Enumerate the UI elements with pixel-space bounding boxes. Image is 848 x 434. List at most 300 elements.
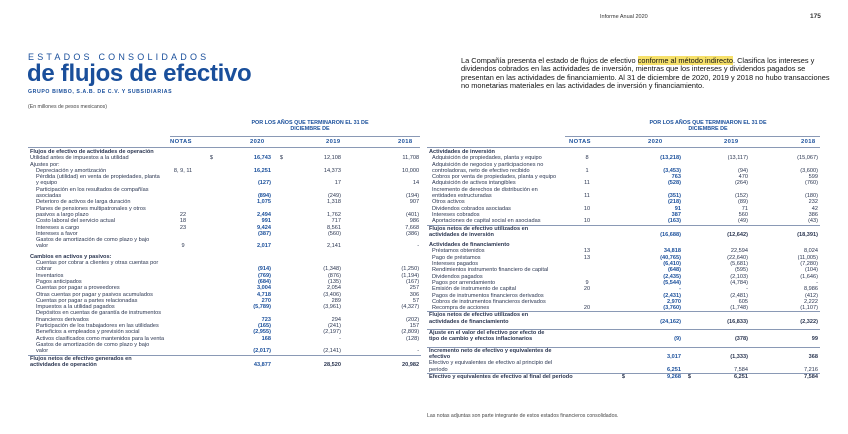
value-2020: 16,251	[253, 167, 271, 174]
value-2019: 71	[741, 205, 748, 212]
footnote: Las notas adjuntas son parte integrante de estos estados financieros consolidados.	[427, 413, 619, 419]
value-2020: (6,410)	[663, 261, 681, 268]
left-year-2018: 2018	[398, 139, 413, 145]
row-label: Incremento de derechos de distribución en entidades estructuradas	[432, 186, 538, 200]
currency-2020	[617, 347, 627, 360]
value-2020: (13,218)	[660, 155, 681, 162]
value-2020: 16,743	[253, 155, 271, 162]
value-2018: 986	[409, 218, 420, 225]
row-label: Depósitos en cuentas de garantía de instrumentos financieros derivados	[36, 310, 162, 323]
row-note	[163, 310, 203, 323]
value-2019: 2,141	[327, 243, 341, 250]
value-2020: (648)	[667, 267, 681, 274]
row-label: Cobros por venta de propiedades, planta y equipo	[432, 174, 557, 181]
row-label: Pagos de instrumentos financieros derivados	[432, 292, 544, 299]
table-row	[427, 305, 820, 312]
value-2020: 9,268	[627, 373, 683, 380]
total-row	[427, 312, 820, 325]
currency-2020: $	[617, 373, 627, 380]
section-kicker: ESTADOS CONSOLIDADOS	[28, 52, 210, 62]
table-row	[28, 342, 421, 355]
row-label: Efectivo y equivalentes de efectivo al principio del periodo	[429, 360, 553, 373]
row-label: Otros activos	[432, 199, 465, 206]
value-2019: (152)	[734, 193, 748, 200]
value-2018: -	[417, 348, 420, 355]
value-2019: (1,748)	[730, 305, 748, 312]
value-2018: (412)	[804, 292, 819, 299]
row-note	[163, 174, 203, 187]
row-label: Deterioro de activos de larga duración	[36, 199, 131, 206]
value-2020: 91	[674, 205, 681, 212]
value-2019: (249)	[327, 193, 341, 200]
row-note: 20	[583, 305, 591, 312]
value-2019: 2,054	[327, 285, 341, 292]
value-2020: (769)	[257, 272, 271, 279]
right-year-2019: 2019	[724, 139, 739, 145]
row-label: Aportaciones de capital social en asociadas	[432, 218, 541, 225]
table-row	[427, 162, 820, 175]
row-note: 9	[181, 243, 185, 250]
currency-2020	[617, 187, 627, 200]
value-2020: (3,760)	[663, 305, 681, 312]
value-2018: 907	[409, 199, 420, 206]
row-label: Incremento neto de efectivo y equivalentes de efectivo	[427, 347, 557, 360]
row-label: Gastos de amortización de como plazo y bajo valor	[36, 237, 150, 250]
page-title: de flujos de efectivo	[27, 60, 252, 87]
row-label: Utilidad antes de impuestos a la utilidad	[30, 155, 129, 162]
value-2018: 42	[811, 205, 819, 212]
intro-highlight: conforme al método indirecto	[637, 56, 733, 65]
currency-2020	[203, 187, 215, 200]
value-2019: 17	[334, 180, 341, 187]
value-2019: (4,784)	[730, 279, 748, 286]
row-note	[163, 355, 203, 368]
value-2020: (528)	[667, 180, 681, 187]
value-2019: 1,762	[327, 211, 341, 218]
value-2020: (5,789)	[253, 304, 271, 311]
value-2019: (2,141)	[323, 348, 341, 355]
currency-2019	[273, 187, 285, 200]
row-label: Ajuste en el valor del efectivo por efecto de tipo de cambio y efectos inflacionarios	[427, 330, 557, 343]
currency-2019	[683, 360, 693, 373]
currency-2020	[203, 355, 215, 368]
value-2020: 2,017	[257, 243, 271, 250]
company-name: GRUPO BIMBO, S.A.B. DE C.V. Y SUBSIDIARIAS	[28, 89, 173, 95]
value-2020: 991	[261, 218, 271, 225]
value-2020: (218)	[667, 199, 681, 206]
value-2020: (3,453)	[663, 167, 681, 174]
value-2018: 2,222	[804, 298, 819, 305]
value-2018: (386)	[406, 230, 420, 237]
row-label: Emisión de instrumento de capital	[432, 286, 516, 293]
value-2018: 7,668	[405, 224, 420, 231]
row-note: 13	[583, 248, 591, 255]
value-2018: 386	[808, 211, 819, 218]
value-2019: 560	[738, 211, 748, 218]
row-note	[557, 312, 617, 325]
row-label: Participación en los resultados de compañías asociadas	[36, 186, 149, 200]
left-notes-heading: NOTAS	[170, 139, 192, 145]
value-2019: (2,103)	[730, 273, 748, 280]
value-2018: (7,280)	[800, 261, 819, 268]
value-2019: (560)	[327, 230, 341, 237]
value-2018: (128)	[406, 335, 420, 342]
currency-2019	[683, 347, 693, 360]
row-label: Inventarios	[36, 272, 64, 279]
value-2019: (1,333)	[693, 347, 750, 360]
currency-2019	[273, 355, 285, 368]
table-row	[427, 360, 820, 373]
currency-2020	[617, 225, 627, 238]
value-2019: (135)	[327, 278, 341, 285]
row-label: Pérdida (utilidad) en venta de propiedades, planta y equipo	[36, 174, 160, 187]
units-note: (En millones de pesos mexicanos)	[28, 104, 108, 110]
row-label: Pagos por arrendamiento	[432, 279, 496, 286]
value-2018: 232	[808, 199, 819, 206]
row-label: Cuentas por cobrar a clientes y otras cuentas por cobrar	[36, 260, 159, 273]
value-2019: 28,520	[285, 355, 343, 368]
value-2018: (11,005)	[797, 254, 819, 261]
table-row	[28, 187, 421, 200]
currency-2020	[203, 174, 215, 187]
row-label: Participación de los trabajadores en las utilidades	[36, 323, 159, 330]
value-2018: 7,216	[804, 366, 819, 373]
right-year-2018: 2018	[801, 139, 816, 145]
right-header-rule	[427, 147, 820, 148]
currency-2019	[273, 342, 285, 355]
value-2018: 599	[808, 174, 819, 181]
value-2018: (43)	[808, 218, 819, 225]
value-2020: (2,955)	[253, 329, 271, 336]
row-label: Dividendos pagados	[432, 273, 483, 280]
value-2020: (894)	[257, 193, 271, 200]
row-label: Ajustes por:	[30, 161, 60, 168]
value-2019: 22,594	[730, 248, 748, 255]
value-2020: (914)	[257, 266, 271, 273]
row-note	[557, 347, 617, 360]
value-2019: -	[746, 286, 748, 293]
value-2018: (1,250)	[401, 266, 420, 273]
currency-2020	[617, 360, 627, 373]
currency-2019	[273, 174, 285, 187]
value-2018: (194)	[406, 193, 420, 200]
currency-2020	[617, 218, 627, 225]
row-label: Depreciación y amortización	[36, 167, 107, 174]
row-label: Planes de pensiones multipatronales y otros pasivos a largo plazo	[36, 205, 146, 218]
value-2018: -	[417, 243, 420, 250]
currency-2020	[203, 342, 215, 355]
value-2020: 3,017	[627, 347, 683, 360]
table-row	[28, 206, 421, 219]
row-label: Intereses a cargo	[36, 224, 80, 231]
row-label: Recompra de acciones	[432, 305, 490, 312]
value-2019: (2,481)	[730, 292, 748, 299]
value-2020: (16,688)	[627, 225, 683, 238]
right-year-2020: 2020	[648, 139, 663, 145]
currency-2019: $	[683, 373, 693, 380]
left-year-2019: 2019	[326, 139, 341, 145]
row-label: Cobros de instrumentos financieros derivados	[432, 298, 546, 305]
table-row	[427, 347, 820, 360]
value-2018: (180)	[804, 193, 819, 200]
table-row	[28, 237, 421, 250]
table-row	[28, 174, 421, 187]
currency-2019	[683, 305, 693, 312]
row-note	[557, 360, 617, 373]
value-2018: (4,327)	[401, 304, 420, 311]
value-2020: (40,765)	[660, 254, 681, 261]
value-2020: 387	[671, 211, 681, 218]
row-note: 13	[583, 254, 591, 261]
value-2020: 6,251	[667, 366, 681, 373]
table-row	[427, 187, 820, 200]
left-header-rule	[28, 147, 420, 148]
value-2019: (2,197)	[323, 329, 341, 336]
row-label: Cuentas por pagar a partes relacionadas	[36, 297, 138, 304]
value-2020: 3,004	[257, 285, 271, 292]
row-label: Pagos anticipados	[36, 278, 82, 285]
value-2019: (89)	[738, 199, 748, 206]
row-note	[163, 260, 203, 273]
row-note: 8	[585, 155, 589, 162]
row-label: Beneficios a empleados y previsión social	[36, 329, 140, 336]
value-2018: (760)	[804, 180, 819, 187]
value-2020: 270	[261, 297, 271, 304]
value-2019: (264)	[734, 180, 748, 187]
currency-2019	[273, 206, 285, 219]
row-label: Flujos netos de efectivo utilizados en actividades de inversión	[427, 225, 557, 238]
table-row	[427, 218, 820, 225]
total-row	[427, 373, 820, 380]
row-note	[163, 187, 203, 200]
row-note: 10	[583, 205, 591, 212]
value-2018: 306	[409, 291, 420, 298]
value-2018: (1,646)	[800, 273, 819, 280]
row-label: Flujos netos de efectivo generados en actividades de operación	[28, 355, 163, 368]
currency-2020: $	[209, 155, 213, 162]
value-2018: (1,194)	[401, 272, 420, 279]
row-note: 22	[179, 211, 187, 218]
row-label: Intereses a favor	[36, 230, 78, 237]
value-2019: (241)	[327, 323, 341, 330]
left-group-heading: POR LOS AÑOS QUE TERMINARON EL 31 DE DICIEMBRE DE	[251, 120, 369, 133]
value-2019: 294	[331, 316, 341, 323]
row-label: Gastos de amortización de como plazo y bajo valor	[36, 341, 150, 355]
currency-2020	[617, 162, 627, 175]
row-note: 23	[179, 224, 187, 231]
value-2018: 20,982	[343, 355, 421, 368]
value-2019: (5,681)	[730, 261, 748, 268]
value-2019: (1,348)	[323, 266, 341, 273]
value-2020: (684)	[257, 278, 271, 285]
row-label: Efectivo y equivalentes de efectivo al final del periodo	[429, 373, 573, 380]
value-2020: (351)	[667, 193, 681, 200]
row-note: 11	[584, 193, 590, 200]
value-2020: (24,162)	[627, 312, 683, 325]
report-title: Informe Anual 2020	[600, 14, 648, 20]
row-label: Adquisición de activos intangibles	[432, 180, 516, 187]
value-2018: 57	[412, 297, 420, 304]
value-2020: 34,818	[663, 248, 681, 255]
intro-text-start: La Compañía presenta el estado de flujos de efectivo	[461, 56, 638, 65]
table-row	[28, 310, 421, 323]
currency-2020	[617, 305, 627, 312]
value-2018: (167)	[406, 278, 420, 285]
value-2020: 763	[671, 174, 681, 181]
left-cashflow-table	[28, 149, 421, 368]
value-2019: 7,584	[734, 366, 748, 373]
row-label: Préstamos obtenidos	[432, 248, 485, 255]
currency-2019: $	[279, 155, 283, 162]
currency-2020	[203, 260, 215, 273]
row-label: Activos clasificados como mantenidos para la venta	[36, 335, 165, 342]
value-2020: 9,424	[257, 224, 271, 231]
currency-2019	[683, 187, 693, 200]
row-note: 10	[583, 218, 591, 225]
value-2019: (3,961)	[323, 304, 341, 311]
value-2020: (9)	[627, 330, 683, 343]
row-note	[557, 225, 617, 238]
value-2018: (1,107)	[800, 305, 819, 312]
total-row	[28, 355, 421, 368]
value-2018: 8,986	[804, 286, 819, 293]
row-note: 9	[585, 279, 589, 286]
currency-2019	[683, 162, 693, 175]
value-2019: 14,373	[323, 167, 341, 174]
value-2019: (13,117)	[727, 155, 748, 162]
value-2019: (16,833)	[693, 312, 750, 325]
value-2019: 717	[331, 218, 341, 225]
left-heading-rule	[170, 136, 420, 137]
intro-paragraph	[461, 57, 831, 90]
section-heading: Cambios en activos y pasivos:	[30, 253, 112, 260]
section-heading: Flujos de efectivo de actividades de operación	[30, 149, 154, 155]
currency-2019	[273, 260, 285, 273]
row-label: Impuestos a la utilidad pagados	[36, 304, 115, 311]
value-2020: 2,970	[667, 298, 681, 305]
value-2018: 8,024	[804, 248, 819, 255]
row-note: 8, 9, 11	[173, 167, 193, 174]
value-2020: 1,075	[257, 199, 271, 206]
value-2018: 14	[412, 180, 420, 187]
currency-2019	[683, 225, 693, 238]
currency-2019	[683, 330, 693, 343]
table-row	[427, 330, 820, 343]
row-label: Adquisición de negocios y participaciones no controladoras, neto de efectivo recibido	[432, 161, 544, 174]
value-2019: 605	[738, 298, 748, 305]
value-2018: 11,708	[402, 155, 420, 162]
row-note: 1	[585, 167, 589, 174]
row-label: Pago de préstamos	[432, 254, 481, 261]
value-2019: (595)	[734, 267, 748, 274]
table-row	[28, 260, 421, 273]
row-label: Rendimientos instrumento financiero de capital	[432, 267, 549, 274]
value-2020: (2,017)	[253, 348, 271, 355]
section-heading: Actividades de inversión	[429, 149, 495, 155]
row-note: 20	[583, 286, 591, 293]
value-2019: 1,318	[327, 199, 341, 206]
currency-2020	[203, 237, 215, 250]
right-heading-rule	[565, 136, 820, 137]
value-2020: (127)	[257, 180, 271, 187]
currency-2020	[203, 206, 215, 219]
row-label: Otras cuentas por pagar y pasivos acumulados	[36, 291, 153, 298]
value-2019: (3,406)	[323, 291, 341, 298]
row-label: Flujos netos de efectivo utilizados en actividades de financiamiento	[427, 312, 557, 325]
value-2019: 470	[738, 174, 748, 181]
value-2018: 368	[750, 347, 820, 360]
value-2019: (378)	[693, 330, 750, 343]
row-label: Dividendos cobrados asociadas	[432, 205, 511, 212]
value-2018: (202)	[406, 316, 420, 323]
currency-2019	[683, 218, 693, 225]
value-2018: 10,000	[401, 167, 420, 174]
right-group-heading: POR LOS AÑOS QUE TERMINARON EL 31 DE DICIEMBRE DE	[649, 120, 767, 133]
value-2018: 157	[409, 323, 420, 330]
value-2020: 43,877	[215, 355, 273, 368]
value-2020: (5,544)	[663, 279, 681, 286]
value-2018: (3,600)	[800, 167, 819, 174]
right-notes-heading: NOTAS	[569, 139, 591, 145]
value-2018: (2,809)	[401, 329, 420, 336]
value-2019: -	[339, 335, 341, 342]
value-2019: 289	[331, 297, 341, 304]
row-note: 11	[584, 180, 590, 187]
value-2019: (876)	[327, 272, 341, 279]
right-cashflow-table	[427, 149, 820, 380]
value-2020: (2,435)	[663, 273, 681, 280]
section-heading: Actividades de financiamiento	[429, 242, 510, 249]
value-2020: -	[679, 286, 681, 293]
row-note	[557, 330, 617, 343]
value-2018: (18,391)	[750, 225, 820, 238]
value-2018: (401)	[406, 211, 420, 218]
value-2020: 4,718	[257, 291, 271, 298]
currency-2020	[203, 310, 215, 323]
currency-2020	[617, 312, 627, 325]
value-2019: 6,251	[693, 373, 750, 380]
value-2019: 8,561	[327, 224, 341, 231]
total-row	[427, 225, 820, 238]
row-label: Adquisición de propiedades, planta y equipo	[432, 155, 542, 162]
value-2020: 2,494	[257, 211, 271, 218]
value-2018: 257	[409, 285, 420, 292]
row-note: 18	[179, 218, 187, 225]
value-2018: 7,584	[750, 373, 820, 380]
value-2019: (94)	[738, 167, 748, 174]
row-label: Intereses pagados	[432, 261, 479, 268]
currency-2019	[273, 310, 285, 323]
row-label: Intereses cobrados	[432, 211, 480, 218]
row-note	[163, 342, 203, 355]
row-label: Cuentas por pagar a proveedores	[36, 285, 120, 292]
value-2019: (12,642)	[693, 225, 750, 238]
row-label: Costo laboral del servicio actual	[36, 218, 115, 225]
value-2020: 168	[261, 335, 271, 342]
currency-2019	[683, 312, 693, 325]
value-2018: 99	[750, 330, 820, 343]
value-2019: (49)	[738, 218, 748, 225]
value-2020: (163)	[667, 218, 681, 225]
value-2018: (15,067)	[797, 155, 819, 162]
value-2020: (2,431)	[663, 292, 681, 299]
value-2020: (387)	[257, 230, 271, 237]
currency-2020	[617, 330, 627, 343]
intro-text-end: . Clasifica los intereses y dividendos cobrados en las actividades de inversión, mientras que los intereses y dividendos pagados se presentan en las actividades de financiamiento. Al 31 de diciembre de 2020, 2019 y 2018 no hubo transacciones no monetarias materiales en las actividades de inversión y financiamiento.	[461, 56, 830, 90]
left-year-2020: 2020	[250, 139, 265, 145]
page-number: 175	[810, 13, 821, 20]
value-2020: 723	[261, 316, 271, 323]
